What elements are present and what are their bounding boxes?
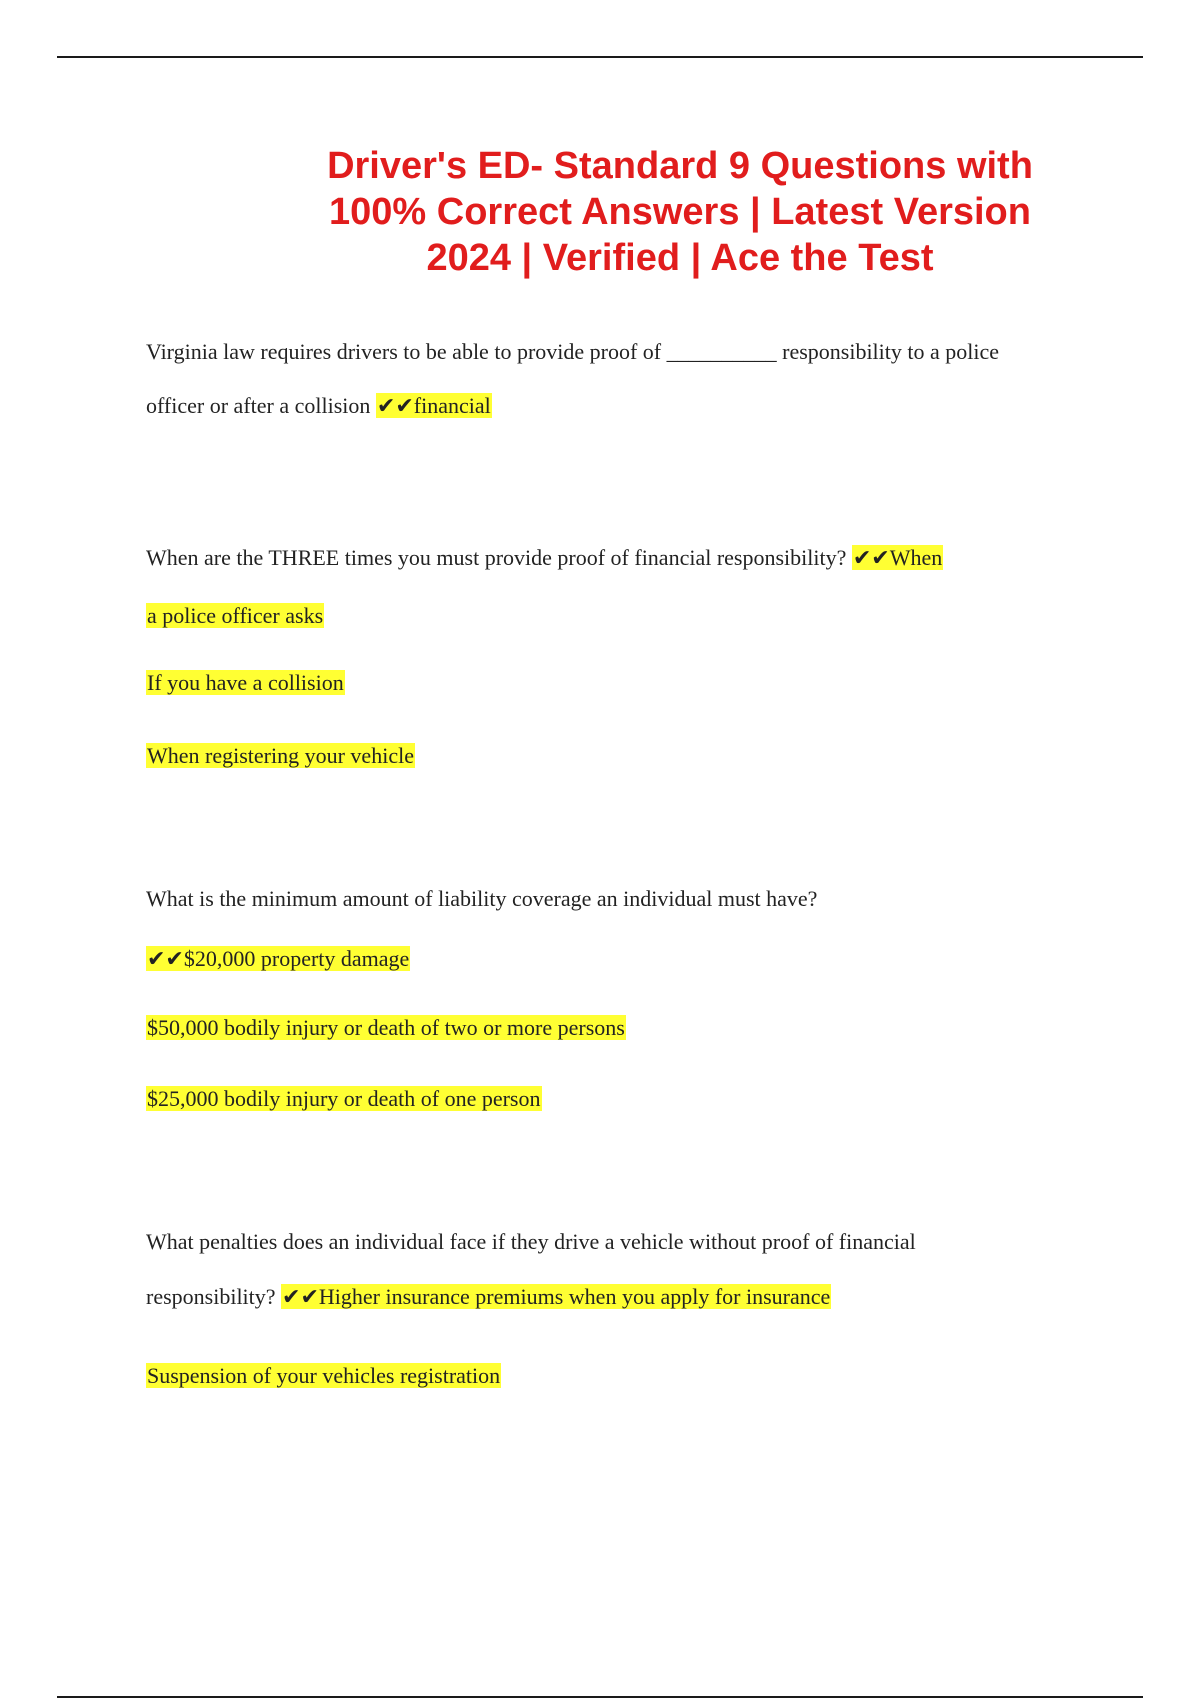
top-rule [57, 56, 1143, 58]
answer-3-line: $50,000 bodily injury or death of two or more persons [147, 1015, 625, 1040]
answer-1: ✔✔financial [376, 393, 491, 418]
question-4-line-1: What penalties does an individual face if they drive a vehicle without proof of financial [146, 1229, 916, 1254]
question-1-line-1: Virginia law requires drivers to be able to provide proof of __________ responsibility to a police [146, 339, 1000, 364]
title-line: 100% Correct Answers | Latest Version [329, 191, 1031, 233]
question-1-line-2: officer or after a collision ✔✔financial [146, 393, 491, 418]
question-2-line-1: When are the THREE times you must provide proof of financial responsibility? ✔✔When [146, 545, 943, 570]
answer-4-line: Suspension of your vehicles registration [147, 1363, 501, 1388]
answer-4-inline: ✔✔Higher insurance premiums when you apply for insurance [282, 1284, 831, 1309]
answer-2-line: a police officer asks [147, 603, 324, 628]
question-4-line-2: responsibility? ✔✔Higher insurance premiums when you apply for insurance [146, 1284, 831, 1309]
title-line: 2024 | Verified | Ace the Test [426, 237, 934, 279]
title-line: Driver's ED- Standard 9 Questions with [327, 145, 1033, 187]
answer-2-line: When registering your vehicle [147, 743, 414, 768]
answer-2-line: If you have a collision [147, 670, 344, 695]
document-title [290, 143, 1070, 281]
question-3-line-1: What is the minimum amount of liability coverage an individual must have? [146, 886, 818, 911]
answer-3-line: ✔✔$20,000 property damage [147, 946, 410, 971]
answer-3-line: $25,000 bodily injury or death of one person [147, 1086, 541, 1111]
bottom-rule [57, 1696, 1143, 1698]
answer-2-inline: ✔✔When [852, 545, 943, 570]
